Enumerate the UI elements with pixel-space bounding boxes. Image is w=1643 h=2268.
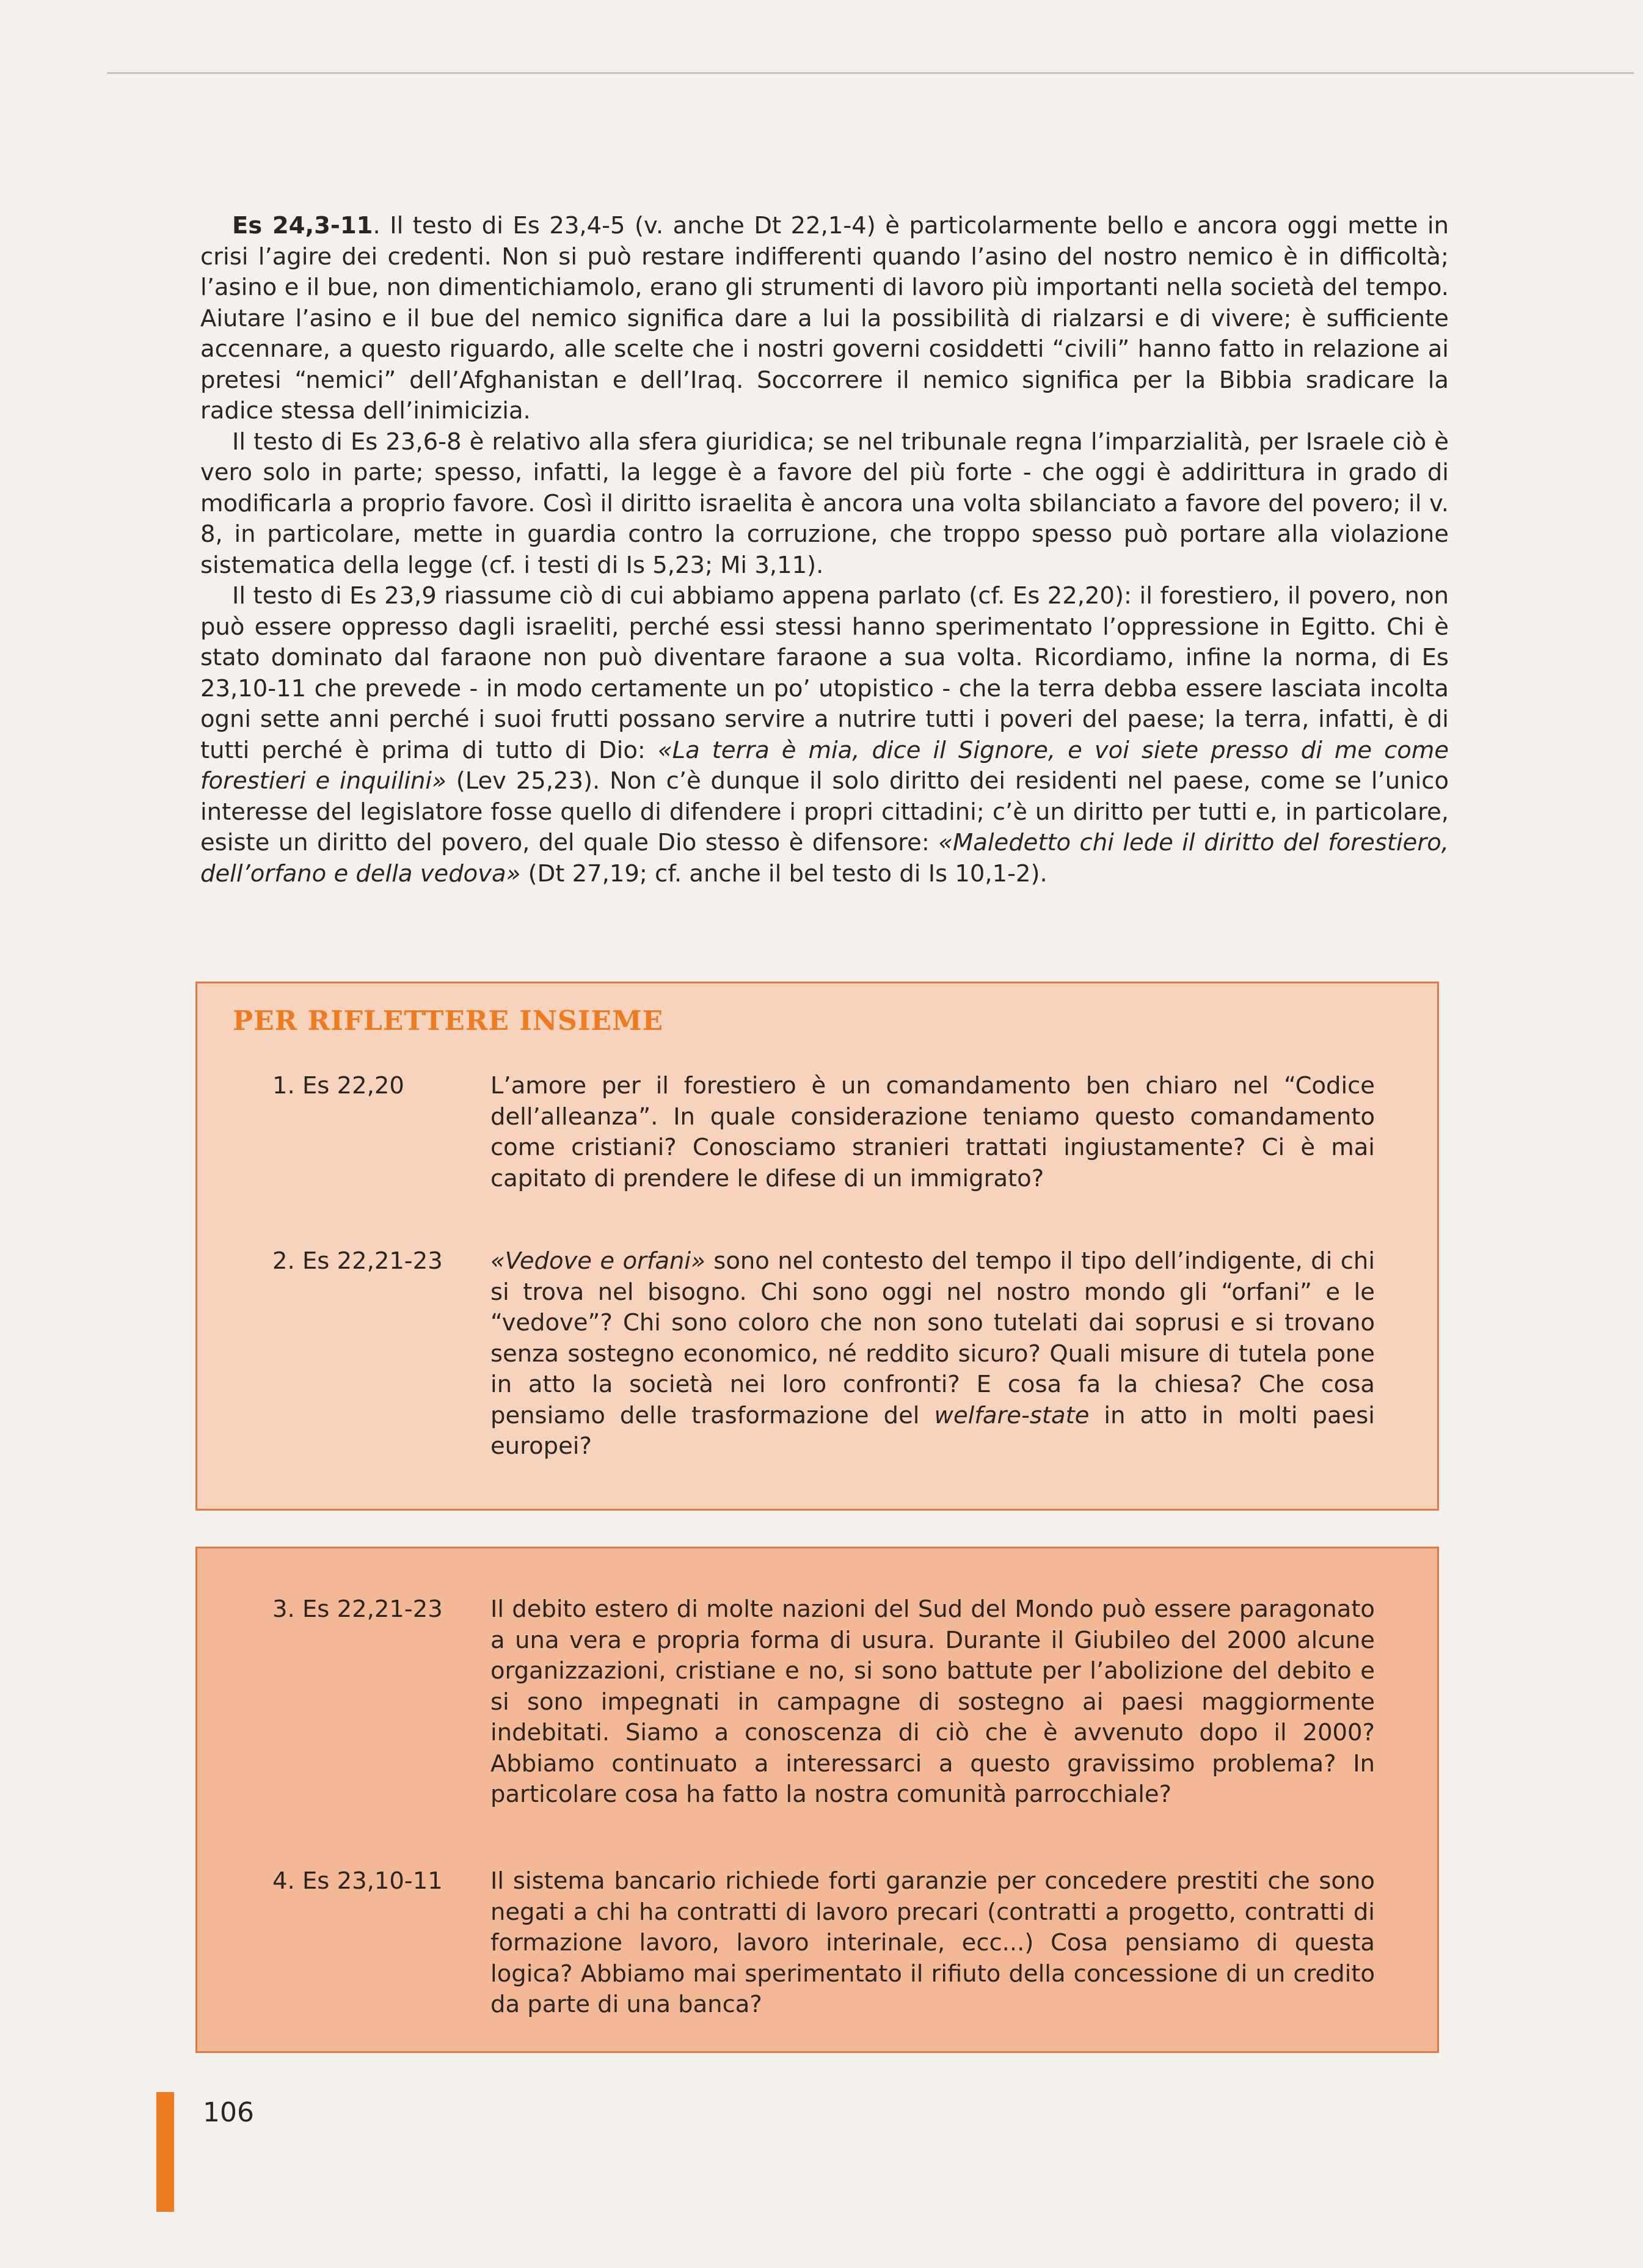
box-title: PER RIFLETTERE INSIEME [233, 1005, 664, 1037]
item-reference: 4. Es 23,10-11 [272, 1867, 443, 1895]
reflection-box-2 [195, 1547, 1439, 2053]
reflection-box-1 [195, 982, 1439, 1511]
paragraph-3-text-c: (Dt 27,19; cf. anche il bel testo di Is 10,1-2). [520, 859, 1047, 888]
page-tab-marker [156, 2092, 174, 2212]
item-text: Il sistema bancario richiede forti garanzie per concedere prestiti che sono negati a chi ha contratti di lavoro precari (contratti a progetto, contratti di formazione lavoro, lavoro interinale, ecc...) Cosa pensiamo di questa logica? Abbiamo mai sperimentato il rifiuto della concessione di un credito da parte di una banca? [490, 1867, 1375, 2018]
item-quote: «Vedove e orfani» [490, 1247, 705, 1275]
item-text-end: in atto in molti paesi europei? [490, 1401, 1375, 1460]
body-text [200, 211, 1449, 889]
quote-deuteronomio: «Maledetto chi lede il diritto del forestiero, dell’orfano e della vedova» [200, 829, 1449, 888]
top-rule [107, 72, 1634, 74]
paragraph-3 [200, 581, 1449, 889]
item-reference: 2. Es 22,21-23 [272, 1247, 443, 1275]
paragraph-1 [200, 211, 1449, 427]
paragraph-3-text-b: (Lev 25,23). Non c’è dunque il solo diritto dei residenti nel paese, come se l’unico interesse del legislatore fosse quello di difendere i propri cittadini; c’è un diritto per tutti e, in particolare, esiste un diritto del povero, del quale Dio stesso è difensore: [200, 767, 1449, 856]
item-reference: 3. Es 22,21-23 [272, 1595, 443, 1623]
item-text: Il debito estero di molte nazioni del Sud del Mondo può essere paragonato a una vera e propria forma di usura. Durante il Giubileo del 2000 alcune organizzazioni, cristiane e no, si sono battute per l’abolizione del debito e si sono impegnati in campagne di sostegno ai paesi maggiormente indebitati. Siamo a conoscenza di ciò che è avvenuto dopo il 2000? Abbiamo continuato a interessarci a questo gravissimo problema? In particolare cosa ha fatto la nostra comunità parrocchiale? [490, 1595, 1375, 1808]
lead-reference: Es 24,3-11 [232, 212, 373, 239]
paragraph-2: Il testo di Es 23,6-8 è relativo alla sfera giuridica; se nel tribunale regna l’imparzialità, per Israele ciò è vero solo in parte; spesso, infatti, la legge è a favore del più forte - che oggi è addirittura in grado di modificarla a proprio favore. Così il diritto israelita è ancora una volta sbilanciato a favore del povero; il v. 8, in particolare, mette in guardia contro la corruzione, che troppo spesso può portare alla violazione sistematica della legge (cf. i testi di Is 5,23; Mi 3,11). [200, 428, 1449, 579]
item-text: L’amore per il forestiero è un comandamento ben chiaro nel “Codice dell’alleanza”. In quale considerazione teniamo questo comandamento come cristiani? Conosciamo stranieri trattati ingiustamente? Ci è mai capitato di prendere le difese di un immigrato? [490, 1072, 1375, 1192]
paragraph-3-text-a: Il testo di Es 23,9 riassume ciò di cui abbiamo appena parlato (cf. Es 22,20): il forestiero, il povero, non può essere oppresso dagli israeliti, perché essi stessi hanno sperimentato l’oppressione in Egitto. Chi è stato dominato dal faraone non può diventare faraone a sua volta. Ricordiamo, infine la norma, di Es 23,10-11 che prevede - in modo certamente un po’ utopistico - che la terra debba essere lasciata incolta ogni sette anni perché i suoi frutti possano servire a nutrire tutti i poveri del paese; la terra, infatti, è di tutti perché è prima di tutto di Dio: [200, 582, 1449, 764]
item-text-main: sono nel contesto del tempo il tipo dell’indigente, di chi si trova nel bisogno. Chi sono oggi nel nostro mondo gli “orfani” e le “vedove”? Chi sono coloro che non sono tutelati dai soprusi e si trovano senza sostegno economico, né reddito sicuro? Quali misure di tutela pone in atto la società nei loro confronti? E cosa fa la chiesa? Che cosa pensiamo delle trasformazione del [490, 1247, 1375, 1429]
item-text [490, 1246, 1375, 1462]
page-number: 106 [203, 2097, 254, 2128]
item-term: welfare-state [934, 1401, 1090, 1429]
item-reference: 1. Es 22,20 [272, 1072, 404, 1099]
paragraph-1-text: . Il testo di Es 23,4-5 (v. anche Dt 22,1-4) è particolarmente bello e ancora oggi mette in crisi l’agire dei credenti. Non si può restare indifferenti quando l’asino del nostro nemico è in difficoltà; l’asino e il bue, non dimentichiamolo, erano gli strumenti di lavoro più importanti nella società del tempo. Aiutare l’asino e il bue del nemico significa dare a lui la possibilità di rialzarsi e di vivere; è sufficiente accennare, a questo riguardo, alle scelte che i nostri governi cosiddetti “civili” hanno fatto in relazione ai pretesi “nemici” dell’Afghanistan e dell’Iraq. Soccorrere il nemico significa per la Bibbia sradicare la radice stessa dell’inimicizia. [200, 212, 1449, 425]
quote-levitico: «La terra è mia, dice il Signore, e voi siete presso di me come forestieri e inquilini» [200, 736, 1449, 795]
